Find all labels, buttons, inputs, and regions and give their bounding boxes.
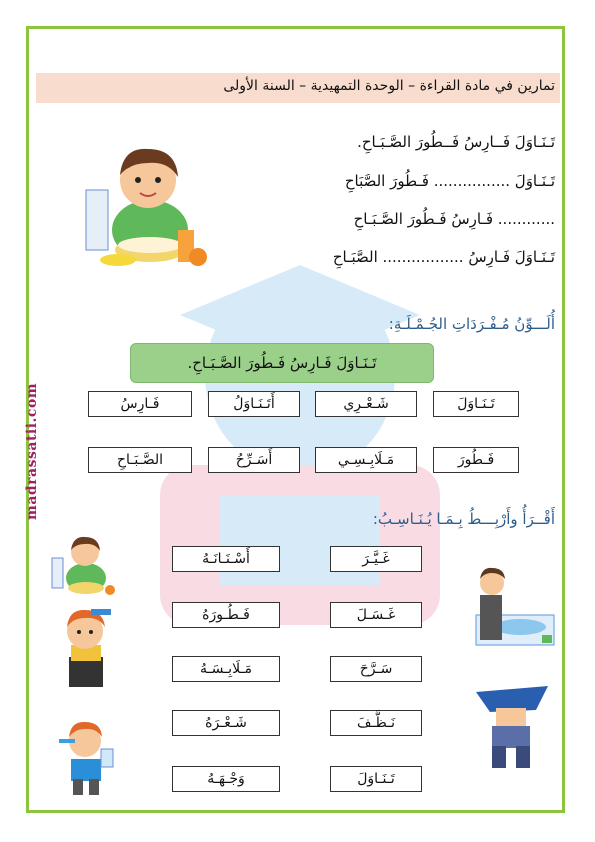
word-box[interactable]: شَـعْـرِي [315, 391, 417, 417]
object-box[interactable]: وَجْـهَـهُ [172, 766, 280, 792]
boy-combing-hair-image [55, 605, 117, 693]
verb-box[interactable]: غَـسَـلَ [330, 602, 422, 628]
boy-breakfast-image [78, 135, 213, 275]
boy-washing-face-image [462, 565, 558, 655]
green-sentence-box [130, 343, 434, 383]
sentence-1: تَـنَـاوَلَ فَــارِسُ فَــطُورَ الصَّـبَـاحِ. [357, 133, 555, 151]
word-box[interactable]: أَسَـرِّحُ [208, 447, 300, 473]
boy-changing-clothes-image [466, 680, 558, 772]
verb-box[interactable]: سَـرَّحَ [330, 656, 422, 682]
page-title: تمارين في مادة القراءة – الوحدة التمهيدية – السنة الأولى [223, 78, 555, 94]
object-box[interactable]: فَـطُـورَهُ [172, 602, 280, 628]
verb-box[interactable]: تَـنَـاوَلَ [330, 766, 422, 792]
verb-box[interactable]: نَـظَّـفَ [330, 710, 422, 736]
sentence-3: ............ فَـارِسُ فَـطُورَ الصَّـبَـاحِ [353, 210, 555, 228]
word-box[interactable]: مَـلَابِـسِـي [315, 447, 417, 473]
object-box[interactable]: شَـعْـرَهُ [172, 710, 280, 736]
green-sentence: تَـنَـاوَلَ فَـارِسُ فَـطُورَ الصَّـبَـاحِ. [187, 354, 377, 372]
object-box[interactable]: أَسْـنَـانَـهُ [172, 546, 280, 572]
object-box[interactable]: مَـلَابِـسَـهُ [172, 656, 280, 682]
word-box[interactable]: أَتَـنَـاوَلُ [208, 391, 300, 417]
boy-brushing-teeth-image [55, 715, 117, 797]
instruction-match: أَقْــرَأُ وأَرْبِـــطُ بِـمَـا يُـنَـاسِـبُ: [372, 510, 555, 528]
word-box[interactable]: فَـطُورَ [433, 447, 519, 473]
site-watermark-text: madrassatii.com [24, 382, 40, 520]
sentence-4: تَـنَـاوَلَ فَـارِسُ ................. الصَّبَـاحِ [332, 248, 555, 266]
verb-box[interactable]: غَـيَّـرَ [330, 546, 422, 572]
sentence-2: تَـنَـاوَلَ ................ فَـطُورَ الصَّبَاحِ [344, 172, 555, 190]
word-box[interactable]: الصَّـبَـاحِ [88, 447, 192, 473]
word-box[interactable]: تَـنَـاوَلَ [433, 391, 519, 417]
word-box[interactable]: فَـارِسُ [88, 391, 192, 417]
instruction-color: أُلَـــوِّنُ مُـفْـرَدَاتِ الجُـمْـلَـةِ: [388, 315, 555, 333]
boy-breakfast-small-image [50, 530, 118, 600]
graduate-watermark-icon [120, 255, 480, 635]
